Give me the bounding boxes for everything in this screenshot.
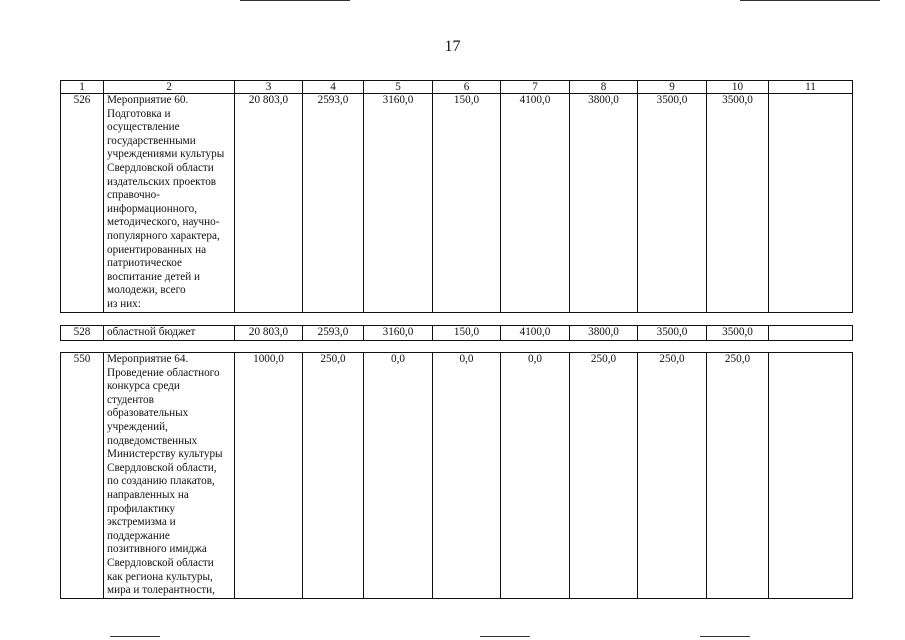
col-header: 1 — [61, 81, 104, 94]
value-cell: 3160,0 — [364, 94, 433, 313]
scan-edge-bottom-1 — [110, 636, 160, 637]
value-cell: 4100,0 — [501, 326, 570, 341]
value-cell: 250,0 — [638, 353, 707, 599]
table-row-526 — [61, 94, 853, 313]
row-number: 550 — [61, 353, 104, 599]
value-cell: 3160,0 — [364, 326, 433, 341]
value-cell: 3500,0 — [707, 94, 769, 313]
col-header: 4 — [303, 81, 364, 94]
value-cell: 20 803,0 — [235, 326, 303, 341]
value-cell: 0,0 — [501, 353, 570, 599]
value-cell: 3500,0 — [638, 326, 707, 341]
col-header: 11 — [769, 81, 853, 94]
value-cell: 150,0 — [433, 326, 501, 341]
scan-edge-bottom-2 — [480, 636, 530, 637]
col-header: 5 — [364, 81, 433, 94]
scan-edge-bottom-3 — [700, 636, 750, 637]
row-number: 526 — [61, 94, 104, 313]
value-cell: 250,0 — [707, 353, 769, 599]
value-cell: 3500,0 — [707, 326, 769, 341]
budget-table-part-1 — [60, 80, 853, 313]
col-header: 6 — [433, 81, 501, 94]
value-cell: 20 803,0 — [235, 94, 303, 313]
budget-table-part-3 — [60, 352, 853, 599]
value-cell: 150,0 — [433, 94, 501, 313]
value-cell: 250,0 — [570, 353, 638, 599]
value-cell — [769, 353, 853, 599]
budget-table-part-2 — [60, 325, 853, 341]
value-cell: 3500,0 — [638, 94, 707, 313]
col-header: 3 — [235, 81, 303, 94]
value-cell — [769, 326, 853, 341]
scan-edge-top-left — [240, 0, 350, 1]
value-cell: 2593,0 — [303, 326, 364, 341]
value-cell: 0,0 — [433, 353, 501, 599]
row-number: 528 — [61, 326, 104, 341]
value-cell: 0,0 — [364, 353, 433, 599]
value-cell — [769, 94, 853, 313]
col-header: 9 — [638, 81, 707, 94]
value-cell: 1000,0 — [235, 353, 303, 599]
row-description: Мероприятие 64. Проведение областного конкурса среди студентов образовательных учреждений, подведомственных Министерству культуры Свердловской области, по созданию плакатов, направленных на профилактику экстремизма и поддержание позитивного имиджа Свердловской области как региона культуры, мира и толерантности, — [104, 353, 235, 599]
value-cell: 3800,0 — [570, 94, 638, 313]
value-cell: 4100,0 — [501, 94, 570, 313]
row-description: областной бюджет — [104, 326, 235, 341]
col-header: 10 — [707, 81, 769, 94]
table-row-528 — [61, 326, 853, 341]
table-row-550 — [61, 353, 853, 599]
scan-edge-top-right — [740, 0, 880, 1]
value-cell: 2593,0 — [303, 94, 364, 313]
col-header: 2 — [104, 81, 235, 94]
value-cell: 250,0 — [303, 353, 364, 599]
col-header: 7 — [501, 81, 570, 94]
column-number-header — [61, 81, 853, 94]
page-number: 17 — [444, 38, 461, 55]
col-header: 8 — [570, 81, 638, 94]
row-description: Мероприятие 60. Подготовка и осуществление государственными учреждениями культуры Свердловской области издательских проектов справочно- информационного, методического, научно- популярного характера, ориентированных на патриотическое воспитание детей и молодежи, всего из них: — [104, 94, 235, 313]
value-cell: 3800,0 — [570, 326, 638, 341]
